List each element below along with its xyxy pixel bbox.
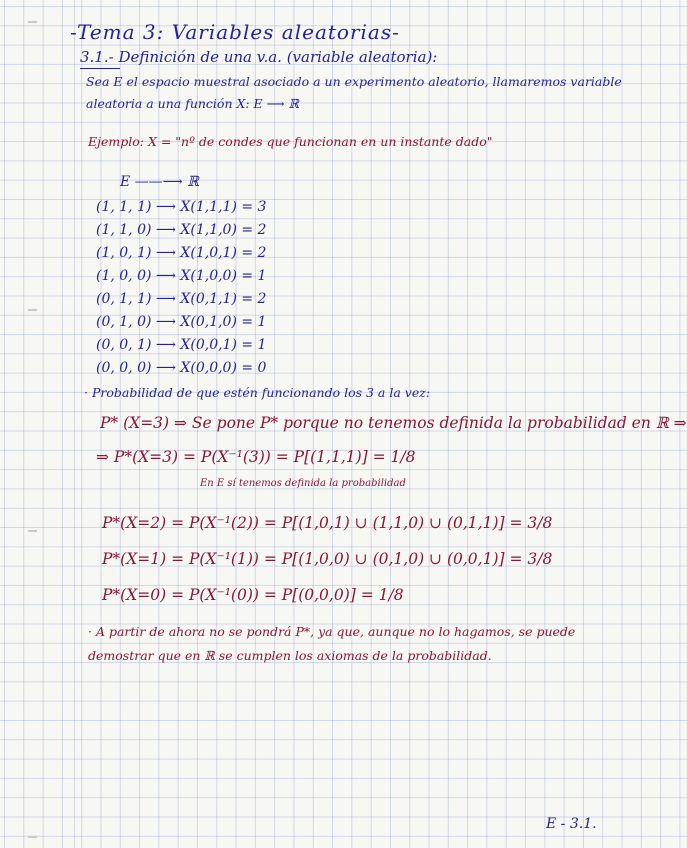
mapping-row: (1, 0, 0) ⟶ X(1,0,0) = 1 bbox=[96, 268, 267, 284]
p-x0-equation: P*(X=0) = P(X⁻¹(0)) = P[(0,0,0)] = 1/8 bbox=[102, 586, 404, 604]
mapping-row: (0, 0, 0) ⟶ X(0,0,0) = 0 bbox=[96, 360, 267, 376]
mapping-row: (1, 1, 1) ⟶ X(1,1,1) = 3 bbox=[96, 199, 267, 215]
punch-hole bbox=[28, 309, 37, 311]
punch-hole bbox=[28, 836, 37, 838]
p-star-explanation: P* (X=3) ⇒ Se pone P* porque no tenemos definida la probabilidad en ℝ ⇒ bbox=[100, 414, 687, 432]
mapping-row: (0, 1, 0) ⟶ X(0,1,0) = 1 bbox=[96, 314, 267, 330]
mapping-header: E ——⟶ ℝ bbox=[120, 174, 199, 190]
remark-line-2: demostrar que en ℝ se cumplen los axiomas de la probabilidad. bbox=[88, 648, 492, 663]
punch-hole bbox=[28, 21, 37, 23]
probability-intro: · Probabilidad de que estén funcionando los 3 a la vez: bbox=[84, 385, 431, 400]
margin-line bbox=[74, 0, 75, 848]
mapping-row: (0, 1, 1) ⟶ X(0,1,1) = 2 bbox=[96, 291, 267, 307]
p-x2-equation: P*(X=2) = P(X⁻¹(2)) = P[(1,0,1) ∪ (1,1,0) ∪ (0,1,1)] = 3/8 bbox=[102, 514, 553, 532]
remark-line-1: · A partir de ahora no se pondrá P*, ya que, aunque no lo hagamos, se puede bbox=[88, 624, 576, 639]
punch-hole bbox=[28, 530, 37, 532]
section-underline bbox=[80, 68, 120, 69]
definition-line-1: Sea E el espacio muestral asociado a un experimento aleatorio, llamaremos variable bbox=[86, 74, 622, 89]
p-x3-equation: ⇒ P*(X=3) = P(X⁻¹(3)) = P[(1,1,1)] = 1/8 bbox=[96, 448, 416, 466]
p-note: En E sí tenemos definida la probabilidad bbox=[200, 478, 406, 489]
mapping-row: (0, 0, 1) ⟶ X(0,0,1) = 1 bbox=[96, 337, 267, 353]
definition-line-2: aleatoria a una función X: E ⟶ ℝ bbox=[86, 96, 299, 111]
page-label: E - 3.1. bbox=[546, 816, 597, 832]
mapping-row: (1, 0, 1) ⟶ X(1,0,1) = 2 bbox=[96, 245, 267, 261]
page-title: -Tema 3: Variables aleatorias- bbox=[70, 20, 400, 44]
p-x1-equation: P*(X=1) = P(X⁻¹(1)) = P[(1,0,0) ∪ (0,1,0) ∪ (0,0,1)] = 3/8 bbox=[102, 550, 553, 568]
mapping-row: (1, 1, 0) ⟶ X(1,1,0) = 2 bbox=[96, 222, 267, 238]
section-heading: 3.1.- Definición de una v.a. (variable aleatoria): bbox=[80, 48, 438, 66]
example-text: Ejemplo: X = "nº de condes que funcionan en un instante dado" bbox=[88, 134, 493, 149]
